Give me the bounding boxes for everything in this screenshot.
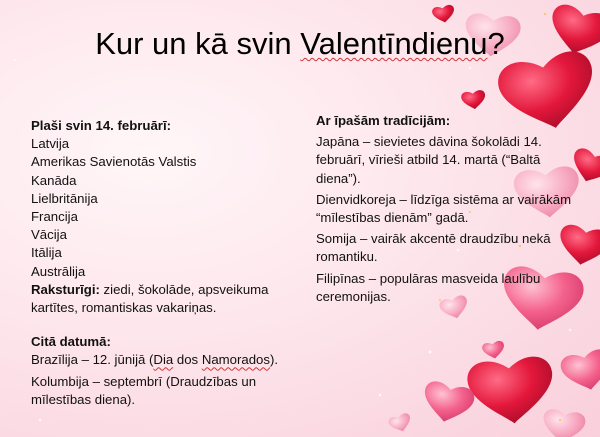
country-item: Kanāda: [31, 172, 77, 188]
title-text: Kur un kā svin: [95, 26, 301, 61]
brazil-item: [31, 351, 301, 369]
features-label: Raksturīgi:: [31, 281, 100, 297]
finland-item: Somija – vairāk akcentē draudzību nekā romantiku.: [316, 231, 551, 265]
japan-item: Japāna – sievietes dāvina šokolādi 14. februārī, vīrieši atbild 14. martā (“Baltā diena”).: [316, 134, 542, 186]
brazil-term: Dia: [153, 352, 174, 368]
features-text: ziedi, šokolāde, apsveikuma kartītes, romantiskas vakariņas.: [31, 281, 269, 316]
country-item: Amerikas Savienotās Valstis: [31, 154, 197, 170]
country-item: Lielbritānija: [31, 190, 98, 206]
korea-item: Dienvidkoreja – līdzīga sistēma ar vairākām “mīlestības dienām” gadā.: [316, 191, 572, 226]
slide-title: [0, 26, 600, 62]
heart-icon: [481, 340, 506, 360]
heart-icon: [466, 355, 557, 428]
country-item: Latvija: [31, 136, 70, 152]
philippines-item: Filipīnas – populāras masveida laulību ceremonijas.: [316, 270, 541, 304]
heart-icon: [419, 379, 476, 427]
right-column: [316, 112, 588, 309]
features-paragraph: [31, 281, 301, 317]
heart-icon: [461, 89, 487, 110]
title-punctuation: ?: [487, 26, 505, 61]
brazil-text: Brazīlija – 12. jūnijā (: [31, 352, 154, 368]
country-item: Itālija: [31, 245, 62, 261]
heart-icon: [431, 4, 456, 24]
feb14-heading: Plaši svin 14. februārī:: [31, 118, 171, 133]
brazil-term: Namorados: [201, 352, 270, 368]
heart-icon: [559, 347, 600, 395]
heart-icon: [387, 412, 413, 435]
colombia-item: Kolumbija – septembrī (Draudzības un mīlestības diena).: [31, 373, 257, 407]
country-item: Francija: [31, 209, 78, 225]
other-date-heading: Citā datumā:: [31, 334, 111, 350]
title-keyword: Valentīndienu: [300, 26, 488, 61]
heart-icon: [540, 408, 586, 437]
left-column: [31, 117, 301, 409]
brazil-text: dos: [173, 352, 202, 368]
country-item: Austrālija: [31, 263, 86, 279]
country-item: Vācija: [31, 227, 67, 243]
traditions-heading: Ar īpašām tradīcijām:: [316, 113, 451, 128]
brazil-text: ).: [269, 352, 279, 368]
